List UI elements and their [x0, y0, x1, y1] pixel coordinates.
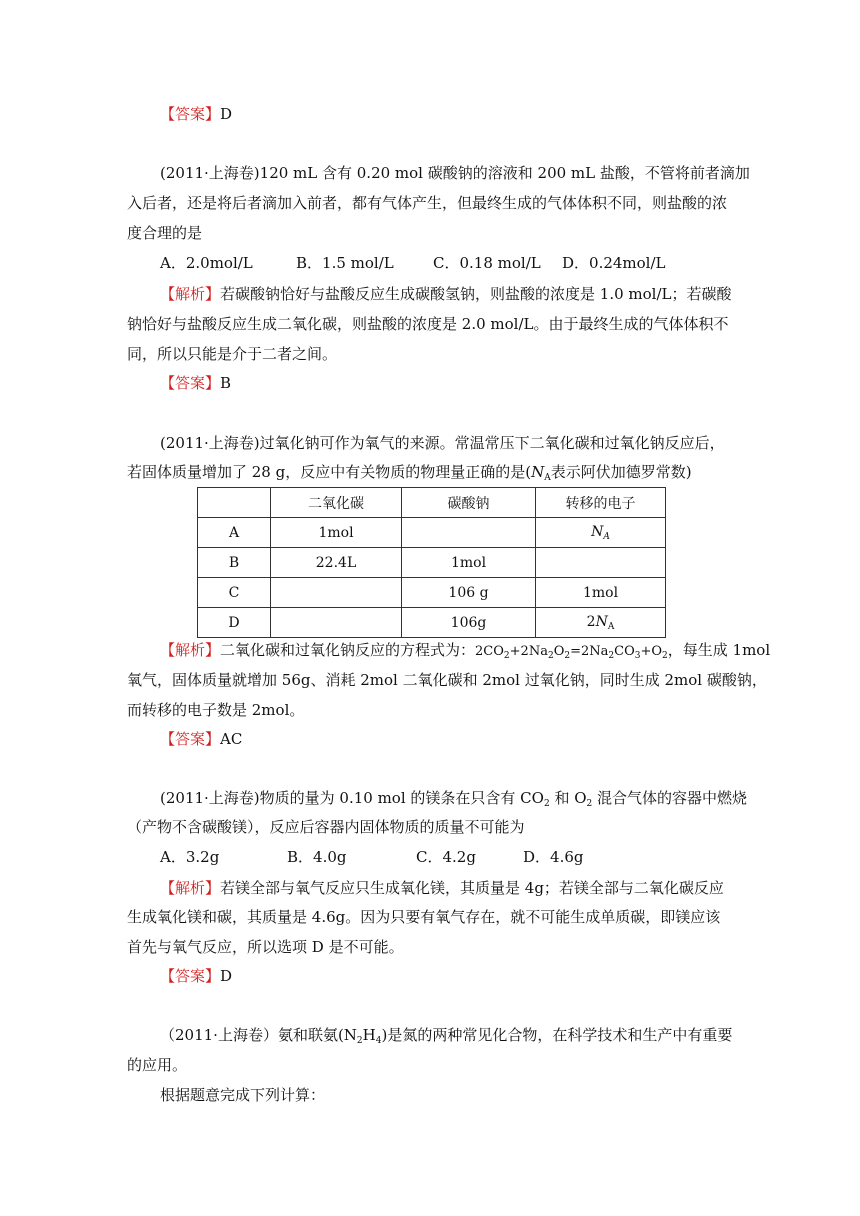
table-cell: $N_A$: [536, 518, 666, 548]
question-text-part: 表示阿伏加德罗常数): [550, 463, 692, 481]
question-text-part: （2011·上海卷）氨和联氨(N: [160, 1026, 357, 1044]
data-table: [197, 487, 666, 638]
answer-tag: 【答案】: [160, 374, 221, 392]
table-row: [198, 578, 666, 608]
chemical-equation: $2CO_2+2Na_2O_2=2Na_2CO_3+O_2$: [475, 644, 668, 661]
question-text-part: 和 O: [549, 789, 587, 807]
answer-tag: 【答案】: [160, 105, 221, 123]
option-a: A．3.2g: [160, 848, 220, 866]
answer-line: [160, 966, 232, 986]
question-text: 度合理的是: [127, 224, 203, 242]
analysis-text: 二氧化碳和过氧化钠反应的方程式为：: [220, 641, 476, 659]
table-cell: 106g: [402, 608, 536, 638]
table-header-cell: 二氧化碳: [271, 488, 402, 518]
question-text: （产物不含碳酸镁），反应后容器内固体物质的质量不可能为: [127, 818, 525, 836]
table-cell: 1mol: [536, 578, 666, 608]
answer-value: D: [220, 967, 233, 985]
analysis-text: ，每生成 1mol: [667, 641, 771, 659]
analysis-text: 若碳酸钠恰好与盐酸反应生成碳酸氢钠，则盐酸的浓度是 1.0 mol/L；若碳酸: [220, 285, 732, 303]
analysis-text: 同，所以只能是介于二者之间。: [127, 345, 338, 363]
table-cell: D: [198, 608, 271, 638]
option-b: B．4.0g: [287, 848, 347, 866]
analysis-tag: 【解析】: [160, 641, 221, 659]
table-row: [198, 518, 666, 548]
question-text: [127, 462, 692, 488]
analysis-text: 钠恰好与盐酸反应生成二氧化碳，则盐酸的浓度是 2.0 mol/L。由于最终生成的气体体积不: [127, 315, 729, 333]
question-text: 入后者，还是将后者滴加入前者，都有气体产生，但最终生成的气体体积不同，则盐酸的浓: [127, 194, 728, 212]
question-text-part: 混合气体的容器中燃烧: [592, 789, 748, 807]
question-text-part: (2011·上海卷)物质的量为 0.10 mol 的镁条在只含有 CO: [160, 789, 544, 807]
answer-value: AC: [220, 730, 243, 748]
analysis-line: [160, 878, 724, 898]
table-cell: 1mol: [402, 548, 536, 578]
table-cell: 22.4L: [271, 548, 402, 578]
avogadro-symbol: N: [531, 463, 545, 481]
table-cell: [271, 578, 402, 608]
question-text: (2011·上海卷)120 mL 含有 0.20 mol 碳酸钠的溶液和 200 mL 盐酸，不管将前者滴加: [160, 164, 750, 182]
analysis-text: 若镁全部与氧气反应只生成氧化镁，其质量是 4g；若镁全部与二氧化碳反应: [220, 879, 724, 897]
question-text: (2011·上海卷)过氧化钠可作为氧气的来源。常温常压下二氧化碳和过氧化钠反应后，: [160, 434, 725, 452]
analysis-text: 生成氧化镁和碳，其质量是 4.6g。因为只要有氧气存在，就不可能生成单质碳，即镁应该: [127, 908, 721, 926]
avogadro-subscript: A: [544, 473, 551, 483]
answer-value: D: [220, 105, 233, 123]
subscript: 2: [543, 799, 550, 809]
option-b: B．1.5 mol/L: [296, 254, 394, 272]
question-text-part: 若固体质量增加了 28 g，反应中有关物质的物理量正确的是(: [127, 463, 532, 481]
answer-line: [160, 373, 231, 393]
question-text: 根据题意完成下列计算：: [160, 1086, 326, 1104]
analysis-text: 首先与氧气反应，所以选项 D 是不可能。: [127, 938, 404, 956]
table-cell: C: [198, 578, 271, 608]
table-header-cell: 碳酸钠: [402, 488, 536, 518]
question-text-part: H: [362, 1026, 376, 1044]
question-text-part: )是氮的两种常见化合物，在科学技术和生产中有重要: [381, 1026, 733, 1044]
table-cell: 1mol: [271, 518, 402, 548]
table-row: [198, 608, 666, 638]
table-cell: $2N_A$: [536, 608, 666, 638]
table-header-row: [198, 488, 666, 518]
question-text: 的应用。: [127, 1056, 188, 1074]
analysis-line: [160, 640, 770, 666]
answer-value: B: [220, 374, 232, 392]
option-c: C．4.2g: [416, 848, 476, 866]
table-cell: [271, 608, 402, 638]
table-cell: A: [198, 518, 271, 548]
analysis-text: 而转移的电子数是 2mol。: [127, 701, 305, 719]
table-cell: [536, 548, 666, 578]
question-text: [160, 1025, 732, 1051]
subscript: 2: [356, 1036, 363, 1046]
table-cell: 106 g: [402, 578, 536, 608]
table-header-cell: [198, 488, 271, 518]
table-cell: B: [198, 548, 271, 578]
answer-line: [160, 729, 242, 749]
table-row: [198, 548, 666, 578]
table-header-cell: 转移的电子: [536, 488, 666, 518]
question-text: [160, 788, 747, 814]
analysis-text: 氧气，固体质量就增加 56g、消耗 2mol 二氧化碳和 2mol 过氧化钠，同时生成 2mol 碳酸钠，: [127, 671, 767, 689]
analysis-tag: 【解析】: [160, 285, 221, 303]
subscript: 2: [586, 799, 593, 809]
table-cell: [402, 518, 536, 548]
answer-line: [160, 104, 232, 124]
subscript: 4: [375, 1036, 382, 1046]
analysis-tag: 【解析】: [160, 879, 221, 897]
answer-tag: 【答案】: [160, 967, 221, 985]
answer-tag: 【答案】: [160, 730, 221, 748]
option-d: D．0.24mol/L: [562, 254, 666, 272]
option-c: C．0.18 mol/L: [433, 254, 541, 272]
analysis-line: [160, 284, 731, 304]
option-a: A．2.0mol/L: [160, 254, 253, 272]
option-d: D．4.6g: [523, 848, 584, 866]
